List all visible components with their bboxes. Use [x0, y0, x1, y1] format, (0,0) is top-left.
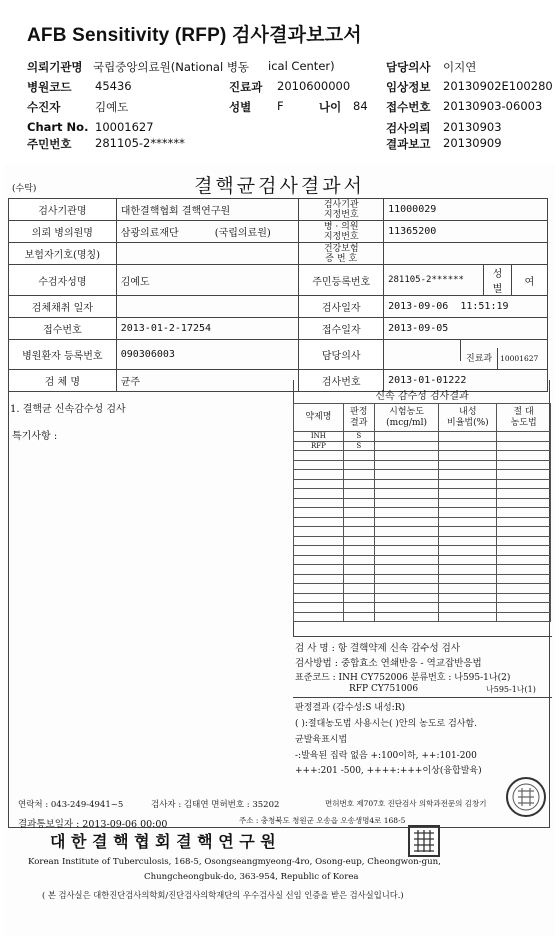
- concentration-note: ( ):절대농도법 사용시는( )안의 농도로 검사함.: [295, 719, 478, 729]
- cell: 의뢰 병의원명: [9, 221, 117, 243]
- cell: [343, 498, 374, 508]
- table-row: [9, 318, 548, 340]
- cell: [343, 489, 374, 499]
- notification-date: 결과통보일자 : 2013-09-06 00:00: [18, 819, 168, 830]
- clinical-info-label: 임상정보: [386, 80, 431, 94]
- cell: 김예도: [116, 265, 299, 296]
- cell: [439, 536, 497, 546]
- cell: [497, 460, 551, 470]
- cell: [374, 612, 439, 622]
- patient-label: 수진자: [27, 100, 61, 114]
- sensitivity-table: [293, 403, 551, 622]
- cell-line: 검사기관: [323, 199, 359, 210]
- cell: [439, 479, 497, 489]
- test-request-label: 검사의뢰: [386, 121, 431, 135]
- cell: [497, 603, 551, 613]
- age-label: 나이: [319, 100, 342, 114]
- cell: [343, 451, 374, 461]
- cell: [294, 536, 344, 546]
- cell: [294, 470, 344, 480]
- cell-line: 병 · 의원: [323, 221, 359, 232]
- cell: [374, 432, 439, 442]
- table-row: [294, 432, 551, 442]
- seal-pattern: [410, 827, 438, 855]
- cell-text: 삼광의료재단: [120, 228, 179, 239]
- cell: 성별: [484, 265, 512, 296]
- cell: [343, 517, 374, 527]
- cell: [374, 574, 439, 584]
- cell: [343, 603, 374, 613]
- cell: [497, 441, 551, 451]
- cell: [497, 536, 551, 546]
- referral-institution-label: 의뢰기관명: [27, 60, 83, 74]
- cell: 검 체 명: [9, 370, 117, 392]
- cell: 주민등록번호: [299, 265, 384, 296]
- cell: [294, 584, 344, 594]
- cell: [343, 612, 374, 622]
- table-row: [294, 546, 551, 556]
- receipt-number-value: 20130903-06003: [443, 99, 543, 113]
- dept-value: 10001627: [497, 348, 538, 369]
- cell: [294, 546, 344, 556]
- table-row: [294, 517, 551, 527]
- growth-notation: 균발육표시법: [295, 735, 348, 745]
- cell: [439, 441, 497, 451]
- cell: 검체채취 일자: [9, 296, 117, 318]
- cell: 2013-01-01222: [384, 370, 548, 392]
- hospital-code-label: 병원코드: [27, 80, 72, 94]
- english-address-1: Korean Institute of Tuberculosis, 168-5, Osongseangmyeong-4ro, Osong-eup, Cheongwon-gun,: [28, 857, 441, 867]
- cell-line: 지정번호: [323, 209, 359, 220]
- department-value: 2010600000: [277, 79, 351, 93]
- cell: 검사기관명: [9, 199, 117, 221]
- department-label: 진료과: [229, 80, 263, 94]
- cell: 여: [512, 265, 548, 296]
- table-row: [294, 584, 551, 594]
- chart-no-value: 10001627: [95, 120, 154, 134]
- table-row: [294, 441, 551, 451]
- cell: [439, 470, 497, 480]
- cell-line: 증 번 호: [325, 253, 358, 264]
- table-row: [9, 221, 548, 243]
- cell: [439, 574, 497, 584]
- hospital-code-value: 45436: [95, 79, 132, 93]
- cell: [374, 527, 439, 537]
- growth-scale-2: +++:201 -500, ++++:+++이상(융합발육): [295, 766, 482, 776]
- cell: 병원환자 등록번호: [9, 340, 117, 370]
- test-item-1: 1. 결핵균 신속감수성 검사: [10, 404, 126, 415]
- cell: [116, 243, 299, 265]
- table-row: [294, 612, 551, 622]
- empty-rows: [294, 451, 551, 622]
- resident-number-value: 281105-2******: [95, 136, 185, 150]
- address: 주소 : 충청북도 청원군 오송읍 오송생명4로 168-5: [239, 816, 406, 825]
- cell: [374, 603, 439, 613]
- cell: [374, 498, 439, 508]
- cell: [299, 221, 384, 243]
- consignment-stamp: (수탁): [12, 184, 37, 194]
- cell: [497, 498, 551, 508]
- cell: [294, 508, 344, 518]
- seal-pattern: [508, 779, 544, 815]
- cell: [294, 451, 344, 461]
- cell: [497, 574, 551, 584]
- cell: 검사일자: [299, 296, 384, 318]
- scanned-report: [4, 165, 555, 936]
- cell: 검사번호: [299, 370, 384, 392]
- cell: [294, 555, 344, 565]
- cell: [374, 479, 439, 489]
- cell: [343, 565, 374, 575]
- cell: [374, 593, 439, 603]
- cell: S: [343, 432, 374, 442]
- table-row: [294, 489, 551, 499]
- table-row: [294, 565, 551, 575]
- cell: 균주: [116, 370, 299, 392]
- table-row: [294, 555, 551, 565]
- cell: [497, 565, 551, 575]
- header-cell: 판정 결과: [343, 404, 374, 432]
- cell: 11000029: [384, 199, 548, 221]
- contact-info: 연락처 : 043-249-4941~5: [18, 800, 124, 810]
- header-cell: 시험농도 (mcg/ml): [374, 404, 439, 432]
- header-cell: 약제명: [294, 404, 344, 432]
- test-name: 검 사 명 : 항 결핵약제 신속 감수성 검사: [295, 643, 461, 654]
- table-row: [294, 536, 551, 546]
- cell: [294, 498, 344, 508]
- table-row: [294, 451, 551, 461]
- result-report-value: 20130909: [443, 136, 502, 150]
- cell: [384, 243, 548, 265]
- cell: 11365200: [384, 221, 548, 243]
- cell: RFP: [294, 441, 344, 451]
- sex-value: F: [277, 99, 284, 113]
- cell: 담당의사: [299, 340, 384, 370]
- cell: [439, 432, 497, 442]
- cell: [294, 517, 344, 527]
- cell: [497, 612, 551, 622]
- institute-name: 대 한 결 핵 협 회 결 핵 연 구 원: [50, 832, 276, 851]
- cell: [116, 221, 299, 243]
- age-value: 84: [353, 99, 368, 113]
- table-row: [294, 498, 551, 508]
- cell: 대한결핵협회 결핵연구원: [116, 199, 299, 221]
- cell: [497, 555, 551, 565]
- cell: [439, 612, 497, 622]
- cell: [439, 584, 497, 594]
- resident-number-label: 주민번호: [27, 137, 72, 151]
- cell: [294, 489, 344, 499]
- cell: [294, 527, 344, 537]
- header-cell: 내성 비율법(%): [439, 404, 497, 432]
- cell: [497, 517, 551, 527]
- chart-no-label: Chart No.: [27, 120, 89, 134]
- method-divider: [293, 636, 552, 637]
- cell: [497, 584, 551, 594]
- cell: [374, 517, 439, 527]
- sex-label: 성별: [229, 100, 252, 114]
- table-row: [294, 603, 551, 613]
- cell: [439, 593, 497, 603]
- cell: [439, 508, 497, 518]
- cell: [497, 479, 551, 489]
- cell: S: [343, 441, 374, 451]
- license-info: 면허번호 제707호 진단검사 의학과전문의 김창기: [325, 799, 487, 808]
- cell: 2013-09-05: [384, 318, 548, 340]
- doctor-label: 담당의사: [386, 60, 431, 74]
- cell: [439, 555, 497, 565]
- cell: [374, 555, 439, 565]
- cell: [374, 565, 439, 575]
- cell: [497, 489, 551, 499]
- cell: [384, 340, 548, 370]
- cell: INH: [294, 432, 344, 442]
- cell: [343, 460, 374, 470]
- cell: [374, 451, 439, 461]
- cell: 090306003: [116, 340, 299, 370]
- cell: [343, 584, 374, 594]
- cell: [374, 546, 439, 556]
- cell: 2013-01-2-17254: [116, 318, 299, 340]
- cell: [294, 460, 344, 470]
- cell: [343, 527, 374, 537]
- table-row: [9, 296, 548, 318]
- table-row: [294, 470, 551, 480]
- table-row: [9, 243, 548, 265]
- special-notes-label: 특기사항 :: [12, 431, 58, 442]
- cell: [294, 603, 344, 613]
- cell: 수검자성명: [9, 265, 117, 296]
- table-row: [9, 340, 548, 370]
- cell: [343, 536, 374, 546]
- cell: [343, 593, 374, 603]
- test-request-value: 20130903: [443, 120, 502, 134]
- cell: [497, 527, 551, 537]
- cell: [439, 451, 497, 461]
- table-row: [294, 479, 551, 489]
- receipt-number-label: 접수번호: [386, 100, 431, 114]
- cell: [299, 243, 384, 265]
- cell: [294, 565, 344, 575]
- english-address-2: Chungcheongbuk-do, 363-954, Republic of Korea: [144, 872, 359, 882]
- cell: [343, 546, 374, 556]
- cell: 접수일자: [299, 318, 384, 340]
- result-report-label: 결과보고: [386, 137, 431, 151]
- cell: [497, 451, 551, 461]
- cell: [294, 593, 344, 603]
- dept-label: 진료과: [466, 354, 493, 364]
- sensitivity-section-title: 신속 감수성 검사결과: [375, 391, 469, 402]
- cell: [294, 574, 344, 584]
- official-seal-square: [408, 825, 440, 857]
- cell: 2013-09-06 11:51:19: [384, 296, 548, 318]
- cell: [374, 460, 439, 470]
- cell: [343, 508, 374, 518]
- cell: [294, 479, 344, 489]
- cell-text: (국립의료원): [214, 228, 271, 239]
- cell: [439, 460, 497, 470]
- standard-code: 표준코드 : INH CY752006 분류번호 : 나595-1나(2): [295, 673, 511, 683]
- patient-value: 김예도: [95, 100, 129, 114]
- cell: 281105-2******: [384, 265, 484, 296]
- cell: [343, 574, 374, 584]
- cell: [439, 565, 497, 575]
- cell: [374, 536, 439, 546]
- cell: [299, 199, 384, 221]
- method-divider-2: [293, 697, 552, 698]
- cell: [343, 555, 374, 565]
- referral-institution-value-tail: ical Center): [268, 59, 335, 73]
- classification-rfp: 나595-1나(1): [486, 685, 536, 694]
- cell: [497, 546, 551, 556]
- report-title: AFB Sensitivity (RFP) 검사결과보고서: [27, 25, 362, 46]
- judgment-legend: 판정결과 (감수성:S 내성:R): [295, 703, 405, 713]
- cell: [497, 432, 551, 442]
- table-row: [294, 574, 551, 584]
- cell: [497, 470, 551, 480]
- cell: 보험자기호(명칭): [9, 243, 117, 265]
- referral-institution-value: 국립중앙의료원(National 병동: [93, 60, 250, 74]
- cell: [343, 470, 374, 480]
- cell: [374, 584, 439, 594]
- cell: [374, 508, 439, 518]
- cell: [439, 527, 497, 537]
- cell: [439, 603, 497, 613]
- doctor-value: 이지연: [443, 60, 477, 74]
- cell: [497, 508, 551, 518]
- cell: [374, 489, 439, 499]
- table-row: [294, 508, 551, 518]
- table-row: [294, 527, 551, 537]
- technician-info: 검사자 : 김태연 면허번호 : 35202: [151, 800, 280, 810]
- patient-info-table: [8, 198, 548, 392]
- cell: [294, 612, 344, 622]
- test-method: 검사방법 : 중합효소 연쇄반응 - 역교잡반응법: [295, 658, 482, 669]
- table-row: [294, 460, 551, 470]
- table-row: [9, 199, 548, 221]
- clinical-info-value: 20130902E100280: [443, 79, 553, 93]
- cell: [439, 517, 497, 527]
- cell: [116, 296, 299, 318]
- cell: 접수번호: [9, 318, 117, 340]
- standard-code-rfp: RFP CY751006: [349, 684, 419, 694]
- cell: [343, 479, 374, 489]
- cell: [374, 441, 439, 451]
- table-row: [9, 265, 548, 296]
- cell: [497, 593, 551, 603]
- report-heading: 결핵균검사결과서: [194, 175, 365, 197]
- cell-line: 건강보험: [323, 243, 359, 254]
- certification-note: ( 본 검사실은 대한진단검사의학회/진단검사의학재단의 우수검사실 신임 인증을 받은 검사실입니다.): [42, 890, 404, 900]
- official-seal-round: [506, 777, 546, 817]
- cell-line: 지정번호: [323, 231, 359, 242]
- cell: [439, 489, 497, 499]
- growth-scale-1: -:발육된 집락 없음 +:100이하, ++:101-200: [295, 751, 477, 761]
- table-header-row: [294, 404, 551, 432]
- cell: [439, 498, 497, 508]
- table-row: [294, 593, 551, 603]
- header-cell: 절 대 농도법: [497, 404, 551, 432]
- cell-spacer: [384, 340, 461, 361]
- cell: [374, 470, 439, 480]
- cell: [439, 546, 497, 556]
